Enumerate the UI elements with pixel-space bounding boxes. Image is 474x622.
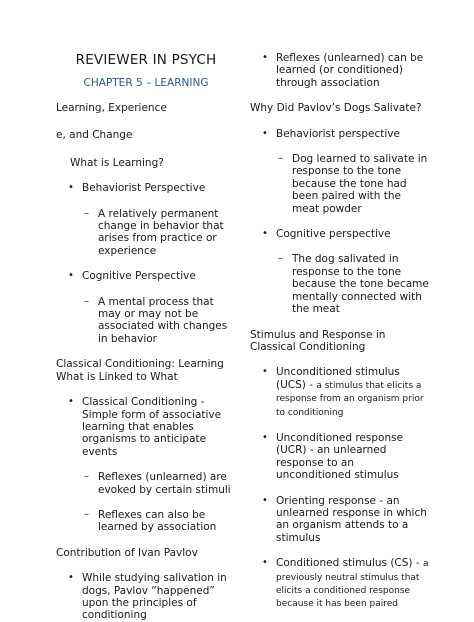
bullet-text: Cognitive perspective <box>276 228 391 241</box>
term-separator: - <box>412 557 423 570</box>
sub-bullet-reflexes-evoked <box>56 471 236 496</box>
sub-bullet-text: Reflexes can also be learned by association <box>98 508 217 534</box>
bullet-marker: • <box>262 366 268 378</box>
sub-bullet-text: A mental process that may or may not be associated with changes in behavior <box>98 295 228 345</box>
bullet-reflexes-association <box>250 52 430 89</box>
dash-marker: – <box>84 471 89 483</box>
dash-marker: – <box>84 508 89 520</box>
bullet-text: Classical Conditioning - Simple form of associative learning that enables organisms to anticipate events <box>82 396 222 458</box>
sub-bullet-text: The dog salivated in response to the tone because the tone became mentally connected with the meat <box>292 253 429 316</box>
paragraph-change: e, and Change <box>56 129 133 142</box>
bullet-text: Behaviorist perspective <box>276 127 400 140</box>
bullet-unconditioned-stimulus <box>250 366 430 419</box>
bullet-text: Reflexes (unlearned) can be learned (or conditioned) through association <box>276 52 424 89</box>
term-ucs: Unconditioned stimulus (UCS) <box>276 366 400 391</box>
bullet-orienting-response <box>250 495 430 545</box>
bullet-text: Cognitive Perspective <box>82 270 196 283</box>
bullet-marker: • <box>262 431 268 443</box>
sub-bullet-text: Reflexes (unlearned) are evoked by certain stimuli <box>98 471 231 496</box>
dash-marker: – <box>278 253 283 265</box>
bullet-classical-conditioning <box>56 396 236 458</box>
bullet-marker: • <box>262 557 268 569</box>
bullet-marker: • <box>262 228 268 240</box>
bullet-unconditioned-response <box>250 432 430 482</box>
paragraph-learning-experience: Learning, Experience <box>56 102 167 114</box>
sub-bullet-behaviorist-explanation <box>250 153 430 215</box>
dash-marker: – <box>84 295 89 307</box>
dash-marker: – <box>278 153 283 165</box>
sub-bullet-behaviorist-definition <box>56 208 236 258</box>
bullet-marker: • <box>262 52 268 63</box>
sub-bullet-cognitive-explanation <box>250 253 430 315</box>
bullet-marker: • <box>68 396 74 408</box>
definition-ucs: a stimulus that elicits a response from an organism prior to conditioning <box>276 380 424 418</box>
bullet-text: Unconditioned response (UCR) - an unlearned response to an unconditioned stimulus <box>276 431 404 482</box>
heading-contribution-pavlov: Contribution of Ivan Pavlov <box>56 546 198 559</box>
heading-stimulus-response: Stimulus and Response in Classical Conditioning <box>250 328 386 353</box>
sub-bullet-text: Dog learned to salivate in response to the tone because the tone had been paired with the meat powder <box>292 153 428 215</box>
dash-marker: – <box>84 207 89 219</box>
bullet-marker: • <box>68 182 74 194</box>
bullet-pavlov-salivation <box>56 572 236 622</box>
bullet-marker: • <box>68 572 74 584</box>
chapter-heading: CHAPTER 5 – LEARNING <box>83 77 209 89</box>
sub-bullet-text: A relatively permanent change in behavior that arises from practice or experience <box>98 207 224 257</box>
document-title: REVIEWER IN PSYCH <box>75 52 217 68</box>
bullet-marker: • <box>262 494 268 506</box>
bullet-marker: • <box>68 270 74 282</box>
bullet-text: Behaviorist Perspective <box>82 182 206 195</box>
right-column <box>250 52 430 611</box>
left-column <box>56 52 236 622</box>
sub-bullet-cognitive-definition <box>56 296 236 346</box>
heading-why-dogs-salivate: Why Did Pavlov’s Dogs Salivate? <box>250 102 422 115</box>
question-what-is-learning: What is Learning? <box>70 156 164 169</box>
bullet-text: While studying salivation in dogs, Pavlov “happened” upon the principles of conditioning <box>82 572 227 622</box>
heading-classical-conditioning: Classical Conditioning: Learning What is Linked to What <box>56 358 224 383</box>
bullet-cognitive-perspective <box>250 228 430 240</box>
bullet-text: Orienting response - an unlearned response in which an organism attends to a stimulus <box>276 494 427 544</box>
bullet-behaviorist-perspective <box>250 128 430 140</box>
bullet-cognitive-perspective <box>56 270 236 282</box>
bullet-marker: • <box>262 127 268 139</box>
term-separator: - <box>305 378 317 391</box>
definition-cs: a previously neutral stimulus that elicits a conditioned response because it has been paired <box>276 559 429 610</box>
sub-bullet-reflexes-learned <box>56 509 236 534</box>
term-cs: Conditioned stimulus (CS) <box>276 557 413 570</box>
bullet-behaviorist-perspective <box>56 182 236 194</box>
bullet-conditioned-stimulus <box>250 557 430 611</box>
